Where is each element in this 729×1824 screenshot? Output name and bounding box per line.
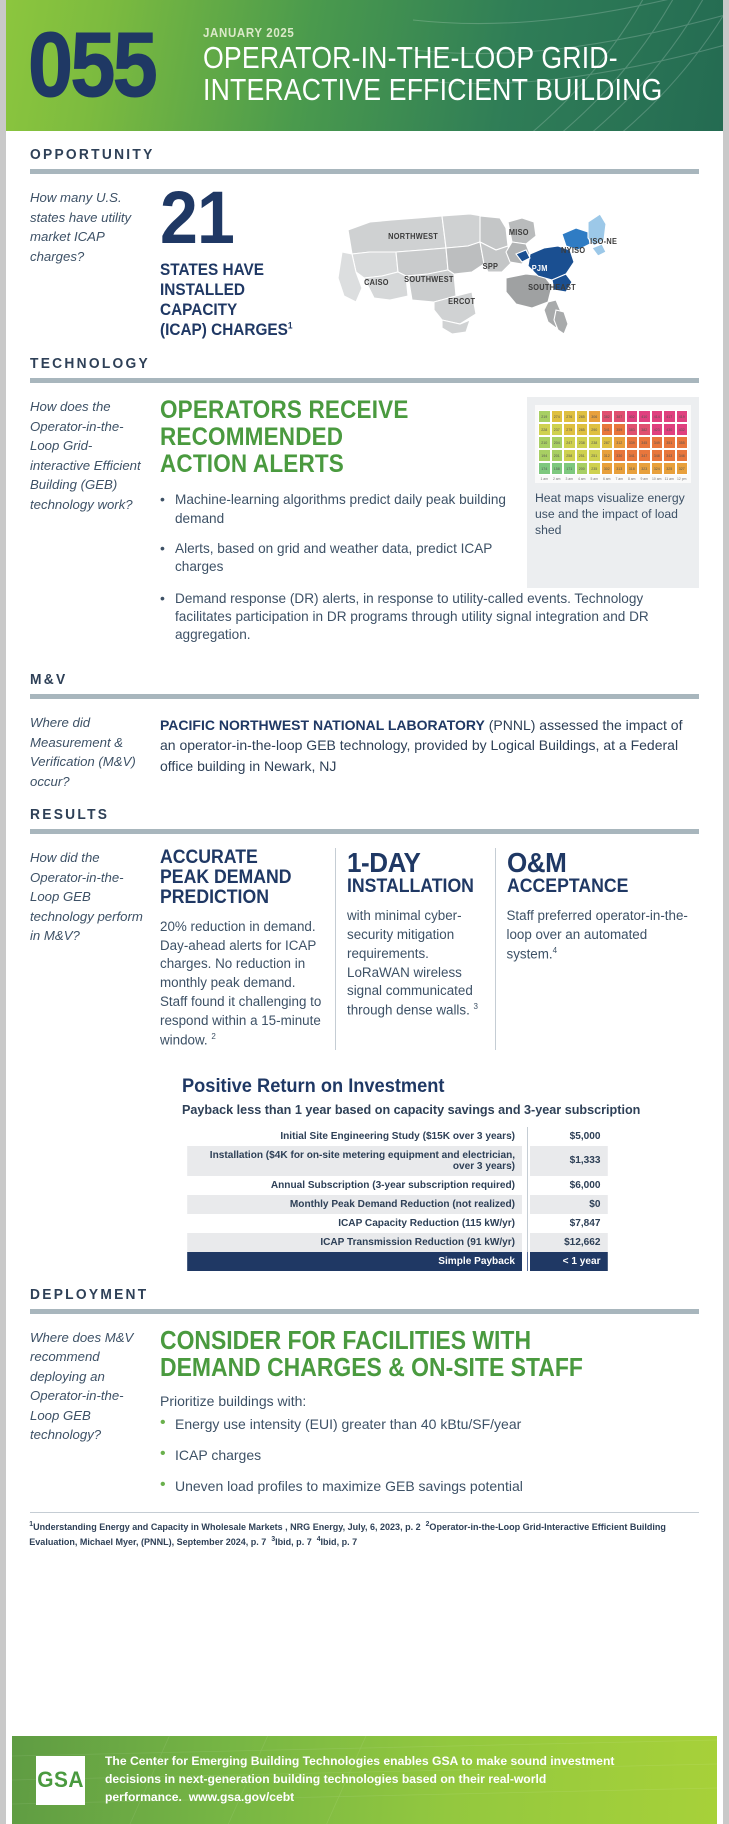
list-item: • Machine-learning algorithms predict daily peak building demand	[160, 491, 513, 527]
footnote-text-3: Ibid, p. 7	[275, 1536, 312, 1547]
section-label-technology: TECHNOLOGY	[30, 356, 150, 373]
heatmap-cell: 200	[576, 462, 589, 475]
heatmap-cell: 290	[588, 423, 601, 436]
section-rule	[30, 694, 699, 699]
heatmap-cell: 251	[576, 449, 589, 462]
heatmap-cell: 419	[676, 410, 689, 423]
result-body: 20% reduction in demand. Day-ahead alerts for ICAP charges. No reduction in monthly peak demand. Staff found it challenging to respond within a 15-minute window. $^2$	[160, 918, 322, 1047]
mv-question: Where did Measurement & Verification (M&V) occur?	[30, 714, 136, 789]
heatmap-cell: 285	[576, 410, 589, 423]
heatmap-cell: 312	[613, 436, 626, 449]
gsa-logo-text: GSA	[37, 1767, 84, 1792]
result-heading-large: O&M	[506, 847, 566, 879]
footnote-divider	[30, 1512, 699, 1513]
deployment-lead: Prioritize buildings with:	[160, 1392, 307, 1409]
opportunity-row	[30, 176, 699, 340]
opportunity-body	[160, 176, 699, 340]
roi-row-value: $0	[529, 1195, 607, 1214]
heatmap-chart	[535, 405, 691, 483]
result-heading-line1: ACCURATE	[160, 847, 258, 869]
result-body: with minimal cyber-security mitigation requirements. LoRaWAN wireless signal communicated through dense walls. $^3$	[347, 908, 478, 1018]
heatmap-cell: 247	[563, 436, 576, 449]
opportunity-question: How many U.S. states have utility market ICAP charges?	[30, 190, 132, 264]
roi-table	[182, 1127, 608, 1271]
heatmap-cell: 432	[676, 423, 689, 436]
deployment-headline	[160, 1328, 645, 1383]
result-column-installation	[335, 848, 495, 1050]
page-title-line1: OPERATOR-IN-THE-LOOP GRID-	[202, 39, 618, 75]
roi-subtitle: Payback less than 1 year based on capacity savings and 3-year subscription	[182, 1101, 641, 1117]
heatmap-cell: 324	[651, 462, 664, 475]
deployment-body	[160, 1328, 699, 1509]
heatmap-cell: 327	[676, 462, 689, 475]
map-label-iso-ne: ISO-NE	[590, 237, 618, 246]
heatmap-cell: 302	[601, 462, 614, 475]
roi-row-label: ICAP Capacity Reduction (115 kW/yr)	[338, 1217, 516, 1229]
stat-caption-line1: STATES HAVE	[160, 260, 265, 279]
section-deployment	[6, 1271, 723, 1509]
result-heading-sub: INSTALLATION	[347, 876, 474, 898]
page-title	[202, 39, 662, 107]
heatmap-cell: 158	[551, 462, 564, 475]
footnote-sup-1: 1	[29, 1521, 34, 1529]
list-item: • Uneven load profiles to maximize GEB savings potential	[160, 1477, 699, 1495]
deployment-row	[30, 1328, 699, 1509]
roi-row-value: $7,847	[529, 1214, 607, 1233]
section-rule	[30, 378, 699, 383]
roi-title: Positive Return on Investment	[182, 1075, 445, 1097]
technology-headline-line1: OPERATORS RECEIVE	[160, 396, 409, 425]
table-row	[182, 1214, 608, 1233]
heatmap-cell: 346	[676, 449, 689, 462]
heatmap-cell: 306	[588, 410, 601, 423]
footer-description: The Center for Emerging Building Technologies enables GSA to make sound investment decisions in next-generation building technologies based on their real-world performance.	[105, 1754, 615, 1804]
us-iso-map	[330, 192, 630, 337]
heatmap-axis-tick: 2 am	[552, 477, 561, 482]
stat-footnote-marker: 1	[287, 320, 293, 331]
technology-headline-block	[160, 397, 513, 588]
heatmap-cell: 210	[538, 436, 551, 449]
gsa-logo	[36, 1756, 85, 1805]
results-body	[160, 848, 699, 1271]
heatmap-cell: 382	[601, 410, 614, 423]
result-heading-line3: PREDICTION	[160, 886, 269, 908]
heatmap-cell: 174	[538, 462, 551, 475]
heatmap-cell: 359	[613, 423, 626, 436]
heatmap-cell: 382	[638, 423, 651, 436]
map-label-southeast: SOUTHEAST	[528, 283, 576, 292]
page-header	[6, 0, 723, 131]
roi-row-value: $12,662	[529, 1233, 607, 1252]
heatmap-cell: 349	[651, 436, 664, 449]
map-label-northwest: NORTHWEST	[388, 232, 439, 241]
results-row	[30, 848, 699, 1271]
technology-headline	[160, 397, 478, 477]
deployment-headline-line1: CONSIDER FOR FACILITIES WITH	[160, 1326, 532, 1355]
table-row	[182, 1127, 608, 1146]
heatmap-cell: 276	[563, 410, 576, 423]
heatmap-cell: 345	[638, 436, 651, 449]
footer-text	[105, 1753, 654, 1807]
map-label-southwest: SOUTHWEST	[404, 275, 454, 284]
heatmap-cell: 274	[551, 410, 564, 423]
footnote-sup-2: 2	[425, 1521, 430, 1529]
table-row	[182, 1195, 608, 1214]
heatmap-caption: Heat maps visualize energy use and the impact of load shed	[535, 491, 685, 537]
heatmap-cell: 235	[588, 462, 601, 475]
header-date: JANUARY 2025	[202, 25, 294, 40]
deployment-question: Where does M&V recommend deploying an Operator-in-the-Loop GEB technology?	[30, 1329, 134, 1443]
footnote-text-4: Ibid, p. 7	[320, 1536, 358, 1547]
heatmap-panel	[527, 397, 699, 588]
stat-caption	[160, 260, 318, 341]
roi-row-value: $6,000	[529, 1176, 607, 1195]
map-label-ercot: ERCOT	[448, 297, 476, 306]
mv-body	[160, 713, 699, 791]
heatmap-cell: 387	[613, 410, 626, 423]
section-label-deployment: DEPLOYMENT	[30, 1286, 149, 1303]
heatmap-x-axis	[538, 477, 688, 481]
footnote-marker: 3	[473, 1002, 478, 1012]
heatmap-cell: 341	[601, 423, 614, 436]
technology-bullets-bottom	[160, 590, 699, 644]
results-columns	[160, 848, 699, 1050]
section-rule	[30, 1309, 699, 1314]
heatmap-cell: 343	[663, 449, 676, 462]
stat-number: 21	[160, 176, 234, 259]
heatmap-axis-tick: 3 am	[565, 477, 574, 482]
result-column-acceptance	[495, 848, 700, 1050]
footnote-marker: 4	[552, 945, 558, 955]
section-label-results: RESULTS	[30, 807, 110, 824]
heatmap-cell: 318	[626, 462, 639, 475]
result-heading	[160, 848, 313, 908]
roi-row-label: Monthly Peak Demand Reduction (not realized)	[187, 1195, 522, 1214]
heatmap-cell: 238	[588, 436, 601, 449]
map-label-miso: MISO	[508, 228, 529, 237]
heatmap-cell: 219	[538, 410, 551, 423]
heatmap-cell: 201	[551, 449, 564, 462]
heatmap-cell: 285	[576, 423, 589, 436]
mv-lead-bold: PACIFIC NORTHWEST NATIONAL LABORATORY	[160, 716, 485, 733]
heatmap-cell: 402	[626, 410, 639, 423]
stat-caption-line2: INSTALLED CAPACITY	[160, 280, 245, 319]
table-row	[182, 1146, 608, 1176]
result-heading-line2: PEAK DEMAND	[160, 867, 292, 889]
heatmap-cell: 347	[638, 449, 651, 462]
list-item: • ICAP charges	[160, 1446, 699, 1464]
heatmap-cell: 275	[563, 423, 576, 436]
page-footer	[12, 1736, 717, 1824]
results-question: How did the Operator-in-the-Loop GEB technology perform in M&V?	[30, 850, 143, 944]
footnote-text-1: Understanding Energy and Capacity in Wholesale Markets , NRG Energy, July, 6, 2023, p. 2	[33, 1522, 421, 1533]
footnote-marker: 2	[211, 1031, 216, 1041]
heatmap-cell: 355	[676, 436, 689, 449]
heatmap-axis-tick: 8 am	[627, 477, 636, 482]
footnote-sup-4: 4	[316, 1535, 321, 1543]
roi-row-label: Initial Site Engineering Study ($15K over 3 years)	[280, 1130, 516, 1142]
heatmap-cell: 414	[651, 410, 664, 423]
heatmap-cell: 251	[588, 449, 601, 462]
heatmap-cell: 228	[538, 423, 551, 436]
heatmap-cell: 430	[663, 423, 676, 436]
footnote-sup-3: 3	[271, 1535, 276, 1543]
table-row	[182, 1233, 608, 1252]
footnotes	[6, 1520, 701, 1549]
map-label-nyiso: NYISO	[561, 246, 586, 255]
heatmap-axis-tick: 9 am	[640, 477, 649, 482]
heatmap-cell: 330	[613, 449, 626, 462]
roi-row-label: Installation ($4K for on-site metering equipment and electrician, over 3 years)	[187, 1146, 522, 1176]
heatmap-cell: 383	[626, 423, 639, 436]
technology-question: How does the Operator-in-the-Loop Grid-interactive Efficient Building (GEB) technology work?	[30, 399, 141, 512]
us-map-svg	[330, 192, 630, 337]
roi-row-label: Simple Payback	[187, 1252, 522, 1271]
heatmap-cell: 194	[538, 449, 551, 462]
roi-block	[160, 1076, 699, 1117]
technology-bullets-top	[160, 491, 513, 575]
deployment-bullets	[160, 1415, 699, 1496]
result-heading	[347, 848, 474, 897]
heatmap-cell: 313	[613, 462, 626, 475]
issue-number: 055	[28, 14, 156, 117]
heatmap-cell: 410	[638, 410, 651, 423]
heatmap-axis-tick: 7 am	[615, 477, 624, 482]
heatmap-cell: 171	[563, 462, 576, 475]
section-label-mv: M&V	[30, 671, 68, 688]
heatmap-cell: 312	[601, 449, 614, 462]
heatmap-axis-tick: 12 pm	[677, 477, 687, 482]
heatmap-axis-tick: 4 am	[577, 477, 586, 482]
opportunity-stat	[160, 176, 330, 340]
heatmap-grid	[538, 410, 688, 475]
technology-row	[30, 397, 699, 656]
heatmap-axis-tick: 1 am	[540, 477, 549, 482]
technology-headline-line2: RECOMMENDED	[160, 422, 344, 451]
heatmap-cell: 339	[626, 436, 639, 449]
heatmap-axis-tick: 5 am	[590, 477, 599, 482]
map-label-spp: SPP	[482, 262, 499, 271]
section-mv	[6, 656, 723, 791]
result-heading-sub: ACCEPTANCE	[506, 876, 628, 898]
map-label-caiso: CAISO	[364, 278, 389, 287]
mv-body-text: (PNNL) assessed the impact of an operator-in-the-loop GEB technology, provided by Logical Buildings, at a Federal office building in Newark, NJ	[160, 716, 683, 774]
heatmap-cell: 417	[663, 410, 676, 423]
table-row	[182, 1176, 608, 1195]
technology-top	[160, 397, 699, 588]
heatmap-cell: 258	[563, 449, 576, 462]
roi-row-label: Annual Subscription (3-year subscription required)	[270, 1179, 516, 1191]
map-label-pjm: PJM	[531, 264, 548, 273]
section-opportunity	[6, 131, 723, 340]
section-technology	[6, 340, 723, 656]
heatmap-cell: 423	[651, 423, 664, 436]
heatmap-cell: 323	[638, 462, 651, 475]
result-heading	[507, 848, 676, 897]
roi-row-label: ICAP Transmission Reduction (91 kW/yr)	[187, 1233, 522, 1252]
heatmap-axis-tick: 6 am	[602, 477, 611, 482]
roi-row-value: $5,000	[529, 1127, 607, 1146]
heatmap-cell: 238	[576, 436, 589, 449]
heatmap-cell: 351	[663, 436, 676, 449]
section-rule	[30, 829, 699, 834]
heatmap-cell: 341	[626, 449, 639, 462]
mv-row	[30, 713, 699, 791]
stat-caption-line3: (ICAP) CHARGES$^1$	[160, 320, 293, 340]
heatmap-axis-tick: 11 am	[664, 477, 674, 482]
deployment-headline-line2: DEMAND CHARGES & ON-SITE STAFF	[160, 1354, 583, 1383]
roi-row-value: $1,333	[529, 1146, 607, 1176]
heatmap-axis-tick: 10 am	[652, 477, 662, 482]
footnote-text-2: Operator-in-the-Loop Grid-Interactive Efficient Building Evaluation, Michael Myer, (PNNL), September 2024, p. 7	[29, 1522, 666, 1547]
heatmap-cell: 348	[651, 449, 664, 462]
header-text-block	[203, 26, 724, 106]
result-body: Staff preferred operator-in-the-loop over an automated system.$^4$	[506, 908, 688, 962]
roi-total-row	[182, 1252, 608, 1271]
roi-row-value: < 1 year	[529, 1252, 607, 1271]
section-results	[6, 791, 723, 1271]
result-heading-large: 1-DAY	[347, 847, 421, 879]
technology-body	[160, 397, 699, 656]
section-label-opportunity: OPPORTUNITY	[30, 147, 155, 163]
list-item: • Alerts, based on grid and weather data, predict ICAP charges	[160, 540, 513, 576]
footer-url[interactable]: www.gsa.gov/cebt	[188, 1789, 295, 1804]
heatmap-cell: 237	[551, 423, 564, 436]
list-item: • Demand response (DR) alerts, in response to utility-called events. Technology facilitates participation in DR programs through utility signal integration and DR aggregation.	[160, 590, 699, 644]
technology-headline-line3: ACTION ALERTS	[160, 449, 345, 478]
heatmap-cell: 287	[601, 436, 614, 449]
section-rule	[30, 169, 699, 174]
list-item: • Energy use intensity (EUI) greater than 40 kBtu/SF/year	[160, 1415, 699, 1433]
result-column-prediction	[160, 848, 335, 1050]
page-title-line2: INTERACTIVE EFFICIENT BUILDING	[202, 71, 662, 107]
heatmap-cell: 325	[663, 462, 676, 475]
heatmap-cell: 204	[551, 436, 564, 449]
